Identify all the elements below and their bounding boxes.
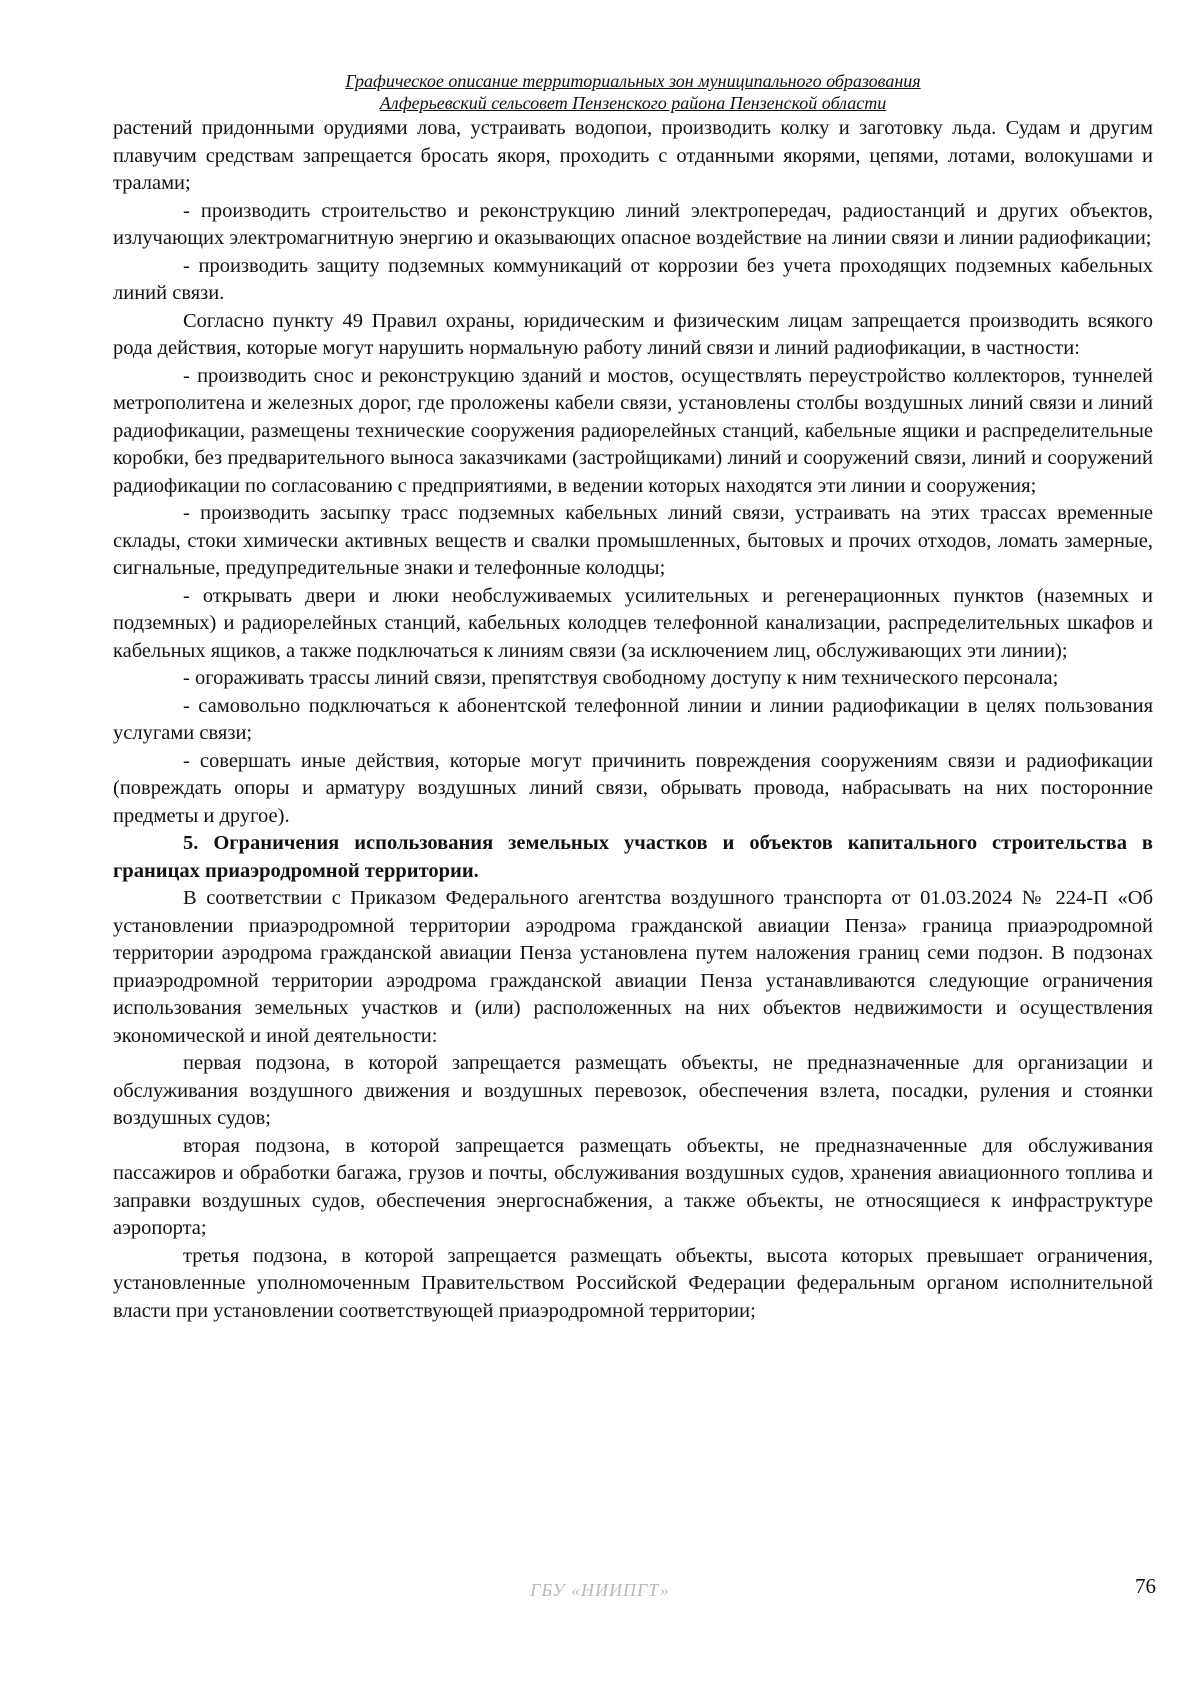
- page-number: 76: [1135, 1574, 1156, 1598]
- document-body: [113, 115, 1153, 1325]
- paragraph: - производить снос и реконструкцию зданий и мостов, осуществлять переустройство коллекторов, туннелей метрополитена и железных дорог, где проложены кабели связи, установлены столбы воздушных линий связи и линий радиофикации, размещены технические сооружения радиорелейных станций, кабельные ящики и распределительные коробки, без предварительного выноса заказчиками (застройщиками) линий и сооружений связи, линий и сооружений радиофикации по согласованию с предприятиями, в ведении которых находятся эти линии и сооружения;: [113, 364, 1153, 497]
- paragraph: третья подзона, в которой запрещается размещать объекты, высота которых превышает ограничения, установленные уполномоченным Правительством Российской Федерации федеральным органом исполнительной власти при установлении соответствующей приаэродромной территории;: [113, 1244, 1153, 1322]
- footer-organization: ГБУ «НИИПГТ»: [530, 1580, 670, 1600]
- paragraph: растений придонными орудиями лова, устраивать водопои, производить колку и заготовку льда. Судам и другим плавучим средствам запрещается бросать якоря, проходить с отданными якорями, цепями, лотами, волокушами и тралами;: [113, 117, 1153, 194]
- section-heading: 5. Ограничения использования земельных участков и объектов капитального строительства в границах приаэродромной территории.: [113, 832, 1153, 882]
- paragraph: - производить засыпку трасс подземных кабельных линий связи, устраивать на этих трассах временные склады, стоки химически активных веществ и свалки промышленных, бытовых и прочих отходов, ломать замерные, сигнальные, предупредительные знаки и телефонные колодцы;: [113, 502, 1153, 579]
- paragraph: - производить защиту подземных коммуникаций от коррозии без учета проходящих подземных кабельных линий связи.: [113, 254, 1153, 304]
- paragraph: В соответствии с Приказом Федерального агентства воздушного транспорта от 01.03.2024 № 224-П «Об установлении приаэродромной территории аэродрома гражданской авиации Пенза» граница приаэродромной территории аэродрома гражданской авиации Пенза установлена путем наложения границ семи подзон. В подзонах приаэродромной территории аэродрома гражданской авиации Пенза устанавливаются следующие ограничения использования земельных участков и (или) расположенных на них объектов недвижимости и осуществления экономической и иной деятельности:: [113, 887, 1153, 1047]
- paragraph: - открывать двери и люки необслуживаемых усилительных и регенерационных пунктов (наземных и подземных) и радиорелейных станций, кабельных колодцев телефонной канализации, распределительных шкафов и кабельных ящиков, а также подключаться к линиям связи (за исключением лиц, обслуживающих эти линии);: [113, 584, 1153, 662]
- paragraph: - совершать иные действия, которые могут причинить повреждения сооружениям связи и радиофикации (повреждать опоры и арматуру воздушных линий связи, обрывать провода, набрасывать на них посторонние предметы и другое).: [113, 749, 1153, 827]
- page-header: [113, 70, 1153, 114]
- paragraph: первая подзона, в которой запрещается размещать объекты, не предназначенные для организации и обслуживания воздушного движения и воздушных перевозок, обеспечения взлета, посадки, руления и стоянки воздушных судов;: [113, 1052, 1153, 1129]
- header-line-1: Графическое описание территориальных зон муниципального образования: [345, 71, 921, 91]
- header-line-2: Алферьевский сельсовет Пензенского района Пензенской области: [379, 93, 887, 113]
- paragraph: Согласно пункту 49 Правил охраны, юридическим и физическим лицам запрещается производить всякого рода действия, которые могут нарушить нормальную работу линий связи и линий радиофикации, в частности:: [113, 309, 1153, 359]
- paragraph: - производить строительство и реконструкцию линий электропередач, радиостанций и других объектов, излучающих электромагнитную энергию и оказывающих опасное воздействие на линии связи и линии радиофикации;: [113, 199, 1153, 249]
- paragraph: - огораживать трассы линий связи, препятствуя свободному доступу к ним технического персонала;: [183, 667, 1059, 689]
- paragraph: - самовольно подключаться к абонентской телефонной линии и линии радиофикации в целях пользования услугами связи;: [113, 694, 1153, 744]
- paragraph: вторая подзона, в которой запрещается размещать объекты, не предназначенные для обслуживания пассажиров и обработки багажа, грузов и почты, обслуживания воздушных судов, хранения авиационного топлива и заправки воздушных судов, обеспечения энергоснабжения, а также объекты, не относящиеся к инфраструктуре аэропорта;: [113, 1134, 1153, 1239]
